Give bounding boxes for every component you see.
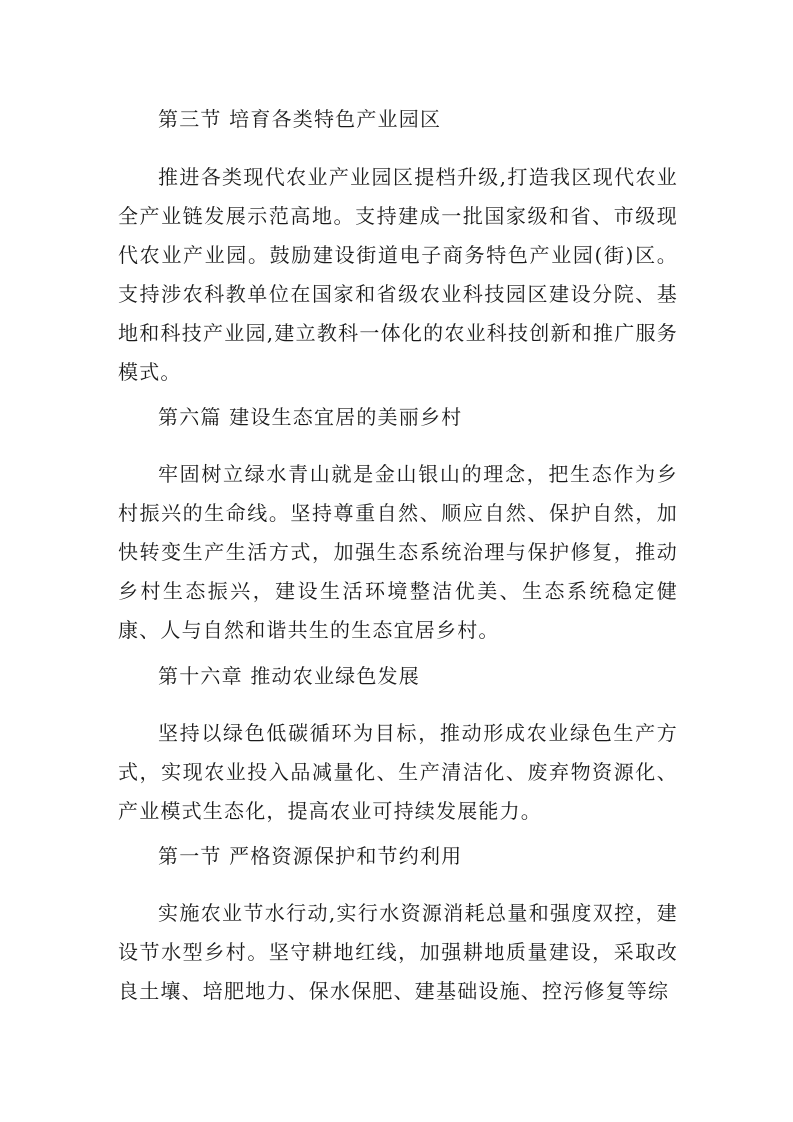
body-paragraph-2: 牢固树立绿水青山就是金山银山的理念，把生态作为乡村振兴的生命线。坚持尊重自然、顺应自然、保护自然，加快转变生产生活方式，加强生态系统治理与保护修复，推动乡村生态振兴，建设生活环境整洁优美、生态系统稳定健康、人与自然和谐共生的生态宜居乡村。 (118, 462, 678, 642)
part-heading-6: 第六篇 建设生态宜居的美丽乡村 (158, 405, 463, 429)
body-paragraph-4: 实施农业节水行动,实行水资源消耗总量和强度双控，建设节水型乡村。坚守耕地红线，加强耕地质量建设，采取改良土壤、培肥地力、保水保肥、建基础设施、控污修复等综 (118, 901, 678, 1003)
chapter-heading-16: 第十六章 推动农业绿色发展 (158, 664, 420, 688)
body-paragraph-1: 推进各类现代农业产业园区提档升级,打造我区现代农业全产业链发展示范高地。支持建成一批国家级和省、市级现代农业产业园。鼓励建设街道电子商务特色产业园(街)区。支持涉农科教单位在国家和省级农业科技园区建设分院、基地和科技产业园,建立教科一体化的农业科技创新和推广服务模式。 (118, 165, 678, 384)
section-heading-2: 第一节 严格资源保护和节约利用 (158, 844, 463, 868)
body-paragraph-3: 坚持以绿色低碳循环为目标，推动形成农业绿色生产方式，实现农业投入品减量化、生产清洁化、废弃物资源化、产业模式生态化，提高农业可持续发展能力。 (118, 721, 678, 823)
section-heading-1: 第三节 培育各类特色产业园区 (158, 107, 442, 131)
